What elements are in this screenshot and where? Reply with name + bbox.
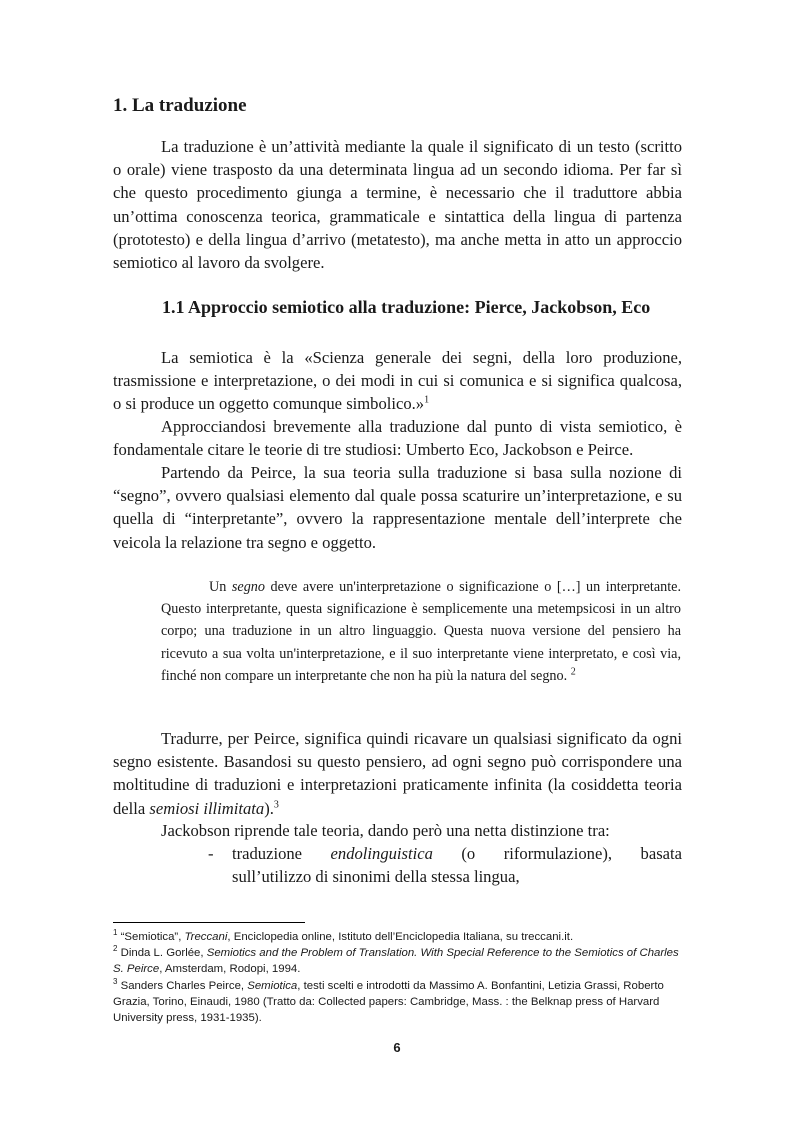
footnote-2-number: 2	[113, 944, 118, 954]
quote-lead: Un	[209, 579, 232, 595]
footnote-2-text-b: , Amsterdam, Rodopi, 1994.	[159, 963, 301, 976]
list-item-line2: sull’utilizzo di sinonimi della stessa lingua,	[232, 867, 520, 886]
list-word-basata: basata	[640, 844, 682, 863]
list-item-endolinguistica	[208, 842, 682, 890]
tradurre-end: ).	[264, 798, 274, 818]
list-word-paren: (o	[461, 844, 476, 863]
list-word-riformulazione: riformulazione),	[503, 844, 613, 863]
paragraph-peirce: Partendo da Peirce, la sua teoria sulla traduzione si basa sulla nozione di “segno”, ovvero qualsiasi elemento dal quale possa scaturire un’interpretazione, e su quella di “interpretante”, ovvero la rappresentazione mentale dell’interprete che veicola la relazione tra segno e oggetto.	[113, 463, 682, 552]
footnote-separator	[113, 922, 305, 923]
list-dash: -	[208, 844, 214, 863]
footnote-2-italic: Semiotics and the Problem of Translation. With Special Reference to the Semiotics of Charles S. Peirce	[113, 947, 679, 976]
footnote-1-text-a: “Semiotica”,	[117, 931, 185, 943]
footnotes	[113, 929, 685, 1026]
chapter-heading: 1. La traduzione	[113, 95, 247, 116]
footnote-1-text-b: , Enciclopedia online, Istituto dell’Enciclopedia Italiana, su treccani.it.	[227, 931, 574, 943]
paragraph-tradurre	[113, 727, 682, 820]
footnote-3	[113, 978, 685, 1027]
footnote-1-number: 1	[113, 928, 118, 938]
list-word-traduzione: traduzione	[232, 844, 303, 863]
footnote-ref-3: 3	[273, 799, 279, 811]
paragraph-semiotics-definition	[113, 346, 682, 416]
footnote-2-text-a: Dinda L. Gorlée,	[117, 947, 207, 960]
paragraph-approach: Approcciandosi brevemente alla traduzione dal punto di vista semiotico, è fondamentale citare le teorie di tre studiosi: Umberto Eco, Jackobson e Peirce.	[113, 417, 682, 460]
footnote-3-number: 3	[113, 976, 118, 986]
footnote-ref-1: 1	[424, 394, 430, 406]
block-quote	[161, 576, 681, 687]
paragraph-semiotics-text: La semiotica è la «Scienza generale dei segni, della loro produzione, trasmissione e interpretazione, o dei modi in cui si comunica e si significa qualcosa, o si produce un oggetto comunque simbolico.»	[113, 348, 682, 414]
section-heading: 1.1 Approccio semiotico alla traduzione: Pierce, Jackobson, Eco	[162, 297, 651, 317]
tradurre-italic: semiosi illimitata	[149, 798, 265, 818]
list-item-line1	[232, 842, 682, 865]
footnote-2	[113, 945, 685, 977]
paragraph-jackobson: Jackobson riprende tale teoria, dando però una netta distinzione tra:	[161, 821, 610, 840]
list-italic-endolinguistica: endolinguistica	[330, 844, 433, 863]
footnote-ref-2: 2	[570, 666, 576, 678]
footnote-3-italic: Semiotica	[247, 979, 298, 992]
footnote-3-text-b: , testi scelti e introdotti da Massimo A. Bonfantini, Letizia Grassi, Roberto Grazia, Torino, Einaudi, 1980 (Tratto da: Collected papers: Cambridge, Mass. : the Belknap press of Harvard University press, 1931-1935).	[113, 979, 664, 1025]
footnote-3-text-a: Sanders Charles Peirce,	[117, 979, 248, 992]
tradurre-text: Tradurre, per Peirce, significa quindi ricavare un qualsiasi significato da ogni segno esistente. Basandosi su questo pensiero, ad ogni segno può corrispondere una moltitudine di traduzioni e interpretazioni praticamente infinita (la cosiddetta teoria della	[113, 729, 682, 818]
quote-text: deve avere un'interpretazione o significazione o […] un interpretante. Questo interpretante, questa significazione è semplicemente una metempsicosi in un altro corpo; una traduzione in un altro linguaggio. Questa nuova versione del pensiero ha ricevuto a sua volta un'interpretazione, e il suo interpretante viene interpretato, e così via, finché non compare un interpretante che non ha più la natura del segno.	[161, 579, 681, 684]
paragraph-intro: La traduzione è un’attività mediante la quale il significato di un testo (scritto o orale) viene trasposto da una determinata lingua ad un secondo idioma. Per far sì che questo procedimento giunga a termine, è necessario che il traduttore abbia un’ottima conoscenza teorica, grammaticale e sintattica della lingua di partenza (prototesto) e della lingua d’arrivo (metatesto), ma anche metta in atto un approccio semiotico al lavoro da svolgere.	[113, 137, 682, 273]
footnote-1	[113, 929, 685, 945]
footnote-1-italic: Treccani	[184, 931, 228, 943]
page-number: 6	[393, 1040, 401, 1055]
quote-italic-segno: segno	[231, 579, 265, 595]
